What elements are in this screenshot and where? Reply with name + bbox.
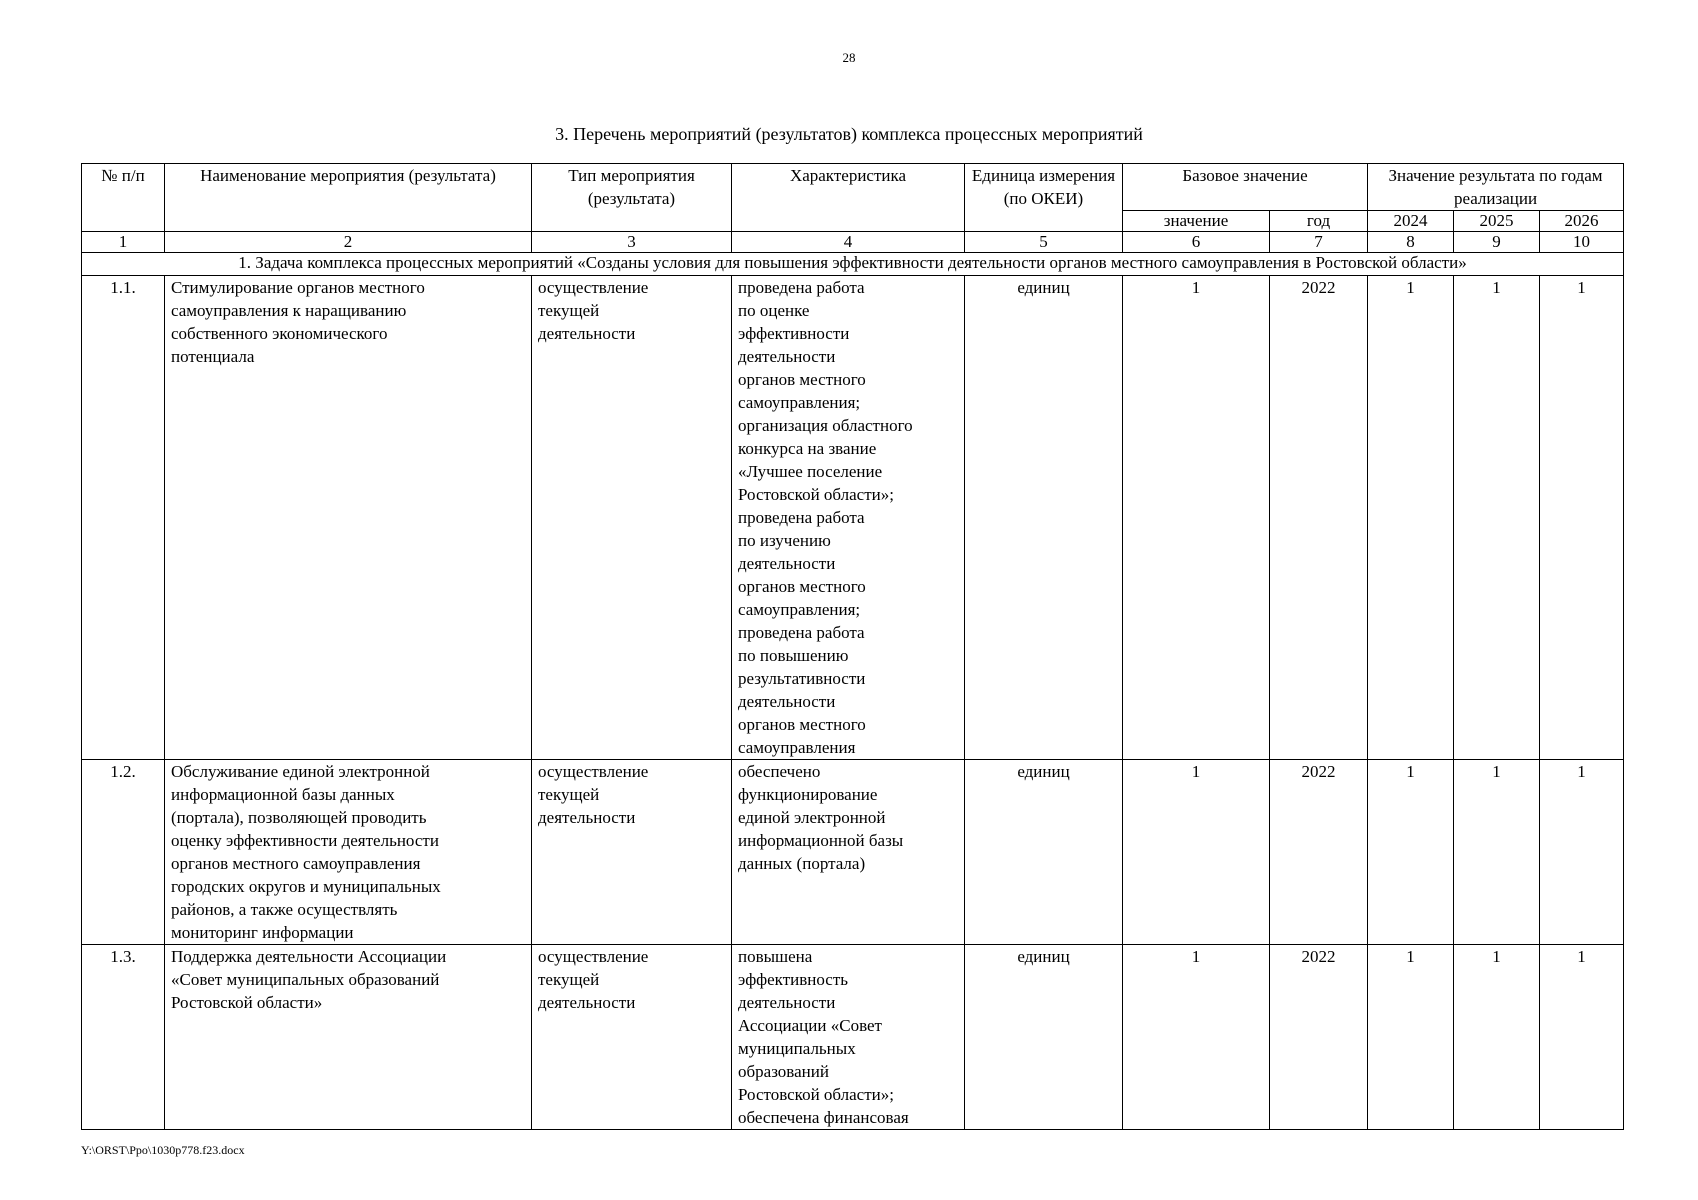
base-year: 2022 (1270, 945, 1368, 1130)
table-row (82, 276, 1624, 760)
base-year: 2022 (1270, 760, 1368, 945)
column-number: 10 (1540, 232, 1624, 253)
header-result: Значение результата по годам реализации (1368, 164, 1624, 211)
unit: единиц (965, 945, 1123, 1130)
table-row (82, 760, 1624, 945)
header-type: Тип мероприятия (результата) (532, 164, 732, 232)
header-base-value: значение (1123, 211, 1270, 232)
base-value: 1 (1123, 760, 1270, 945)
row-number: 1.2. (82, 760, 165, 945)
value-2026: 1 (1540, 945, 1624, 1130)
column-number: 2 (165, 232, 532, 253)
row-number: 1.1. (82, 276, 165, 760)
event-type: осуществление текущей деятельности (532, 760, 732, 945)
value-2025: 1 (1454, 276, 1540, 760)
header-row-1 (82, 164, 1624, 211)
table-row (82, 945, 1624, 1130)
header-base-year: год (1270, 211, 1368, 232)
header-base: Базовое значение (1123, 164, 1368, 211)
header-2024: 2024 (1368, 211, 1454, 232)
row-number: 1.3. (82, 945, 165, 1130)
task-heading: 1. Задача комплекса процессных мероприятий «Созданы условия для повышения эффективности деятельности органов местного самоуправления в Ростовской области» (82, 253, 1624, 276)
task-row (82, 253, 1624, 276)
value-2024: 1 (1368, 760, 1454, 945)
column-number: 7 (1270, 232, 1368, 253)
header-no: № п/п (82, 164, 165, 232)
event-name: Обслуживание единой электронной информационной базы данных (портала), позволяющей проводить оценку эффективности деятельности органов местного самоуправления городских округов и муниципальных районов, а также осуществлять мониторинг информации (165, 760, 532, 945)
event-type: осуществление текущей деятельности (532, 945, 732, 1130)
base-year: 2022 (1270, 276, 1368, 760)
event-characteristic: повышена эффективность деятельности Ассоциации «Совет муниципальных образований Ростовской области»; обеспечена финансовая (732, 945, 965, 1130)
base-value: 1 (1123, 276, 1270, 760)
event-name: Поддержка деятельности Ассоциации «Совет муниципальных образований Ростовской области» (165, 945, 532, 1130)
value-2025: 1 (1454, 945, 1540, 1130)
event-characteristic: обеспечено функционирование единой электронной информационной базы данных (портала) (732, 760, 965, 945)
value-2026: 1 (1540, 760, 1624, 945)
event-characteristic: проведена работа по оценке эффективности деятельности органов местного самоуправления; организация областного конкурса на звание «Лучшее поселение Ростовской области»; проведена работа по изучению деятельности органов местного самоуправления; проведена работа по повышению результативности деятельности органов местного самоуправления (732, 276, 965, 760)
base-value: 1 (1123, 945, 1270, 1130)
column-number: 3 (532, 232, 732, 253)
header-characteristic: Характеристика (732, 164, 965, 232)
column-number: 5 (965, 232, 1123, 253)
unit: единиц (965, 760, 1123, 945)
header-unit: Единица измерения (по ОКЕИ) (965, 164, 1123, 232)
value-2024: 1 (1368, 276, 1454, 760)
column-number: 9 (1454, 232, 1540, 253)
event-type: осуществление текущей деятельности (532, 276, 732, 760)
file-path-footer: Y:\ORST\Ppo\1030p778.f23.docx (81, 1143, 245, 1157)
column-number: 4 (732, 232, 965, 253)
column-number: 1 (82, 232, 165, 253)
column-number-row (82, 232, 1624, 253)
header-name: Наименование мероприятия (результата) (165, 164, 532, 232)
value-2025: 1 (1454, 760, 1540, 945)
page-number: 28 (842, 50, 856, 65)
event-name: Стимулирование органов местного самоуправления к наращиванию собственного экономического потенциала (165, 276, 532, 760)
column-number: 8 (1368, 232, 1454, 253)
header-2025: 2025 (1454, 211, 1540, 232)
value-2026: 1 (1540, 276, 1624, 760)
results-table (81, 163, 1624, 1130)
column-number: 6 (1123, 232, 1270, 253)
value-2024: 1 (1368, 945, 1454, 1130)
unit: единиц (965, 276, 1123, 760)
header-2026: 2026 (1540, 211, 1624, 232)
section-title: 3. Перечень мероприятий (результатов) комплекса процессных мероприятий (555, 124, 1143, 144)
